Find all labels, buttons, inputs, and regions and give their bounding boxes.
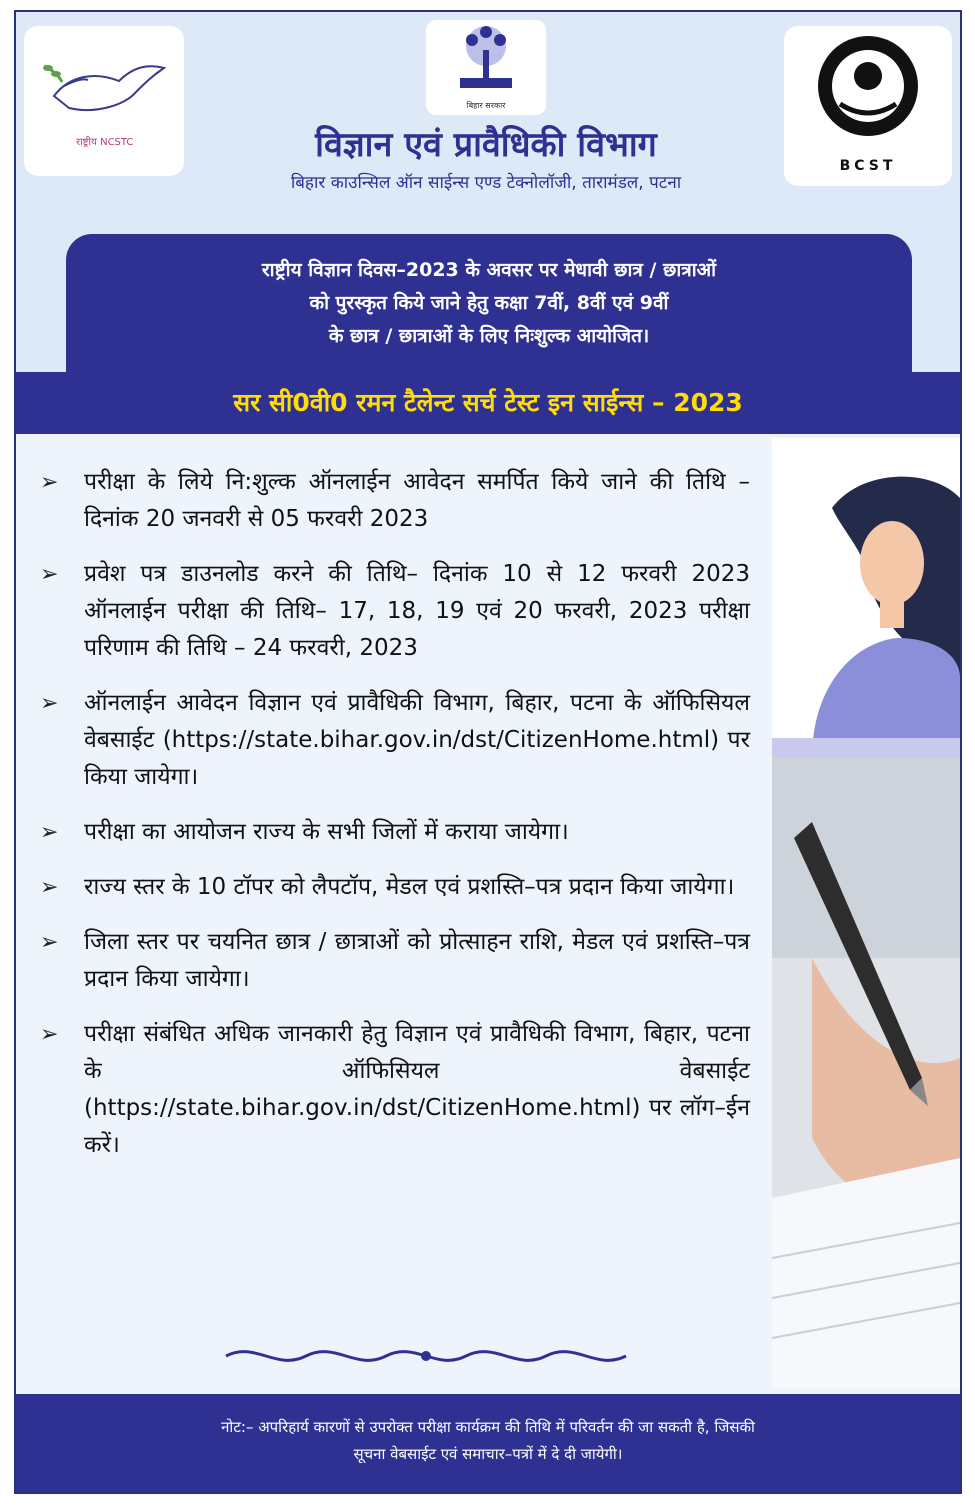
student-illustration [772, 438, 960, 1388]
announcement-banner [66, 234, 912, 374]
bcst-caption: BCST [839, 158, 897, 174]
arrow-bullet-icon: ➢ [40, 1022, 59, 1047]
content-area [16, 434, 960, 1394]
announcement-line-2: को पुरस्कृत किये जाने हेतु कक्षा 7वीं, 8वीं एवं 9वीं [309, 292, 669, 314]
list-item [36, 1016, 750, 1164]
decorative-flourish-icon [216, 1341, 636, 1371]
list-item-text: परीक्षा संबंधित अधिक जानकारी हेतु विज्ञान एवं प्रावैधिकी विभाग, बिहार, पटना के ऑफिसियल वेबसाईट (https://state.bihar.gov.in/dst/CitizenHome.html) पर लॉग–ईन करें। [84, 1021, 750, 1158]
note-line-1: नोट:– अपरिहार्य कारणों से उपरोक्त परीक्षा कार्यक्रम की तिथि में परिवर्तन की जा सकती है, जिसकी [221, 1418, 755, 1436]
list-item-text: प्रवेश पत्र डाउनलोड करने की तिथि– दिनांक 10 से 12 फरवरी 2023 ऑनलाईन परीक्षा की तिथि– 17, 18, 19 एवं 20 फरवरी, 2023 परीक्षा परिणाम की तिथि – 24 फरवरी, 2023 [84, 561, 750, 661]
list-item [36, 464, 750, 538]
list-item [36, 685, 750, 796]
list-item-text: जिला स्तर पर चयनित छात्र / छात्राओं को प्रोत्साहन राशि, मेडल एवं प्रशस्ति–पत्र प्रदान किया जायेगा। [84, 929, 750, 992]
bcst-emblem-icon [784, 26, 952, 156]
arrow-bullet-icon: ➢ [40, 875, 59, 900]
arrow-bullet-icon: ➢ [40, 930, 59, 955]
bodhi-tree-emblem-icon [426, 20, 546, 100]
department-subtitle: बिहार काउन्सिल ऑन साईन्स एण्ड टेक्नोलॉजी, तारामंडल, पटना [290, 173, 682, 193]
ncstc-caption: राष्ट्रीय NCSTC [76, 137, 134, 148]
announcement-line-3: के छात्र / छात्राओं के लिए निःशुल्क आयोजित। [328, 325, 650, 347]
list-item-text: राज्य स्तर के 10 टॉपर को लैपटॉप, मेडल एवं प्रशस्ति–पत्र प्रदान किया जायेगा। [84, 874, 735, 900]
list-item [36, 924, 750, 998]
bihar-govt-logo [426, 20, 546, 115]
announcement-line-1: राष्ट्रीय विज्ञान दिवस–2023 के अवसर पर मेधावी छात्र / छात्राओं [261, 259, 717, 281]
dove-icon [24, 26, 184, 136]
bcst-logo [784, 26, 952, 186]
arrow-bullet-icon: ➢ [40, 562, 59, 587]
department-title: विज्ञान एवं प्रावैधिकी विभाग [315, 125, 657, 165]
list-item [36, 556, 750, 667]
list-item-text: परीक्षा का आयोजन राज्य के सभी जिलों में कराया जायेगा। [84, 819, 569, 845]
arrow-bullet-icon: ➢ [40, 820, 59, 845]
header [16, 12, 960, 412]
poster [14, 10, 962, 1494]
arrow-bullet-icon: ➢ [40, 470, 59, 495]
list-item-text: ऑनलाईन आवेदन विज्ञान एवं प्रावैधिकी विभाग, बिहार, पटना के ऑफिसियल वेबसाईट (https://state.bihar.gov.in/dst/CitizenHome.html) पर किया जायेगा। [84, 690, 750, 790]
list-item [36, 814, 750, 851]
info-list [36, 464, 750, 1182]
note-line-2: सूचना वेबसाईट एवं समाचार–पत्रों में दे दी जायेगी। [353, 1445, 623, 1463]
exam-title-bar: सर सी0वी0 रमन टैलेन्ट सर्च टेस्ट इन साईन्स – 2023 [16, 372, 960, 434]
list-item [36, 869, 750, 906]
bihar-caption: बिहार सरकार [466, 101, 506, 110]
list-item-text: परीक्षा के लिये नि:शुल्क ऑनलाईन आवेदन समर्पित किये जाने की तिथि – दिनांक 20 जनवरी से 05 फरवरी 2023 [84, 469, 750, 532]
ncstc-logo [24, 26, 184, 176]
note-footer [16, 1394, 960, 1494]
arrow-bullet-icon: ➢ [40, 691, 59, 716]
